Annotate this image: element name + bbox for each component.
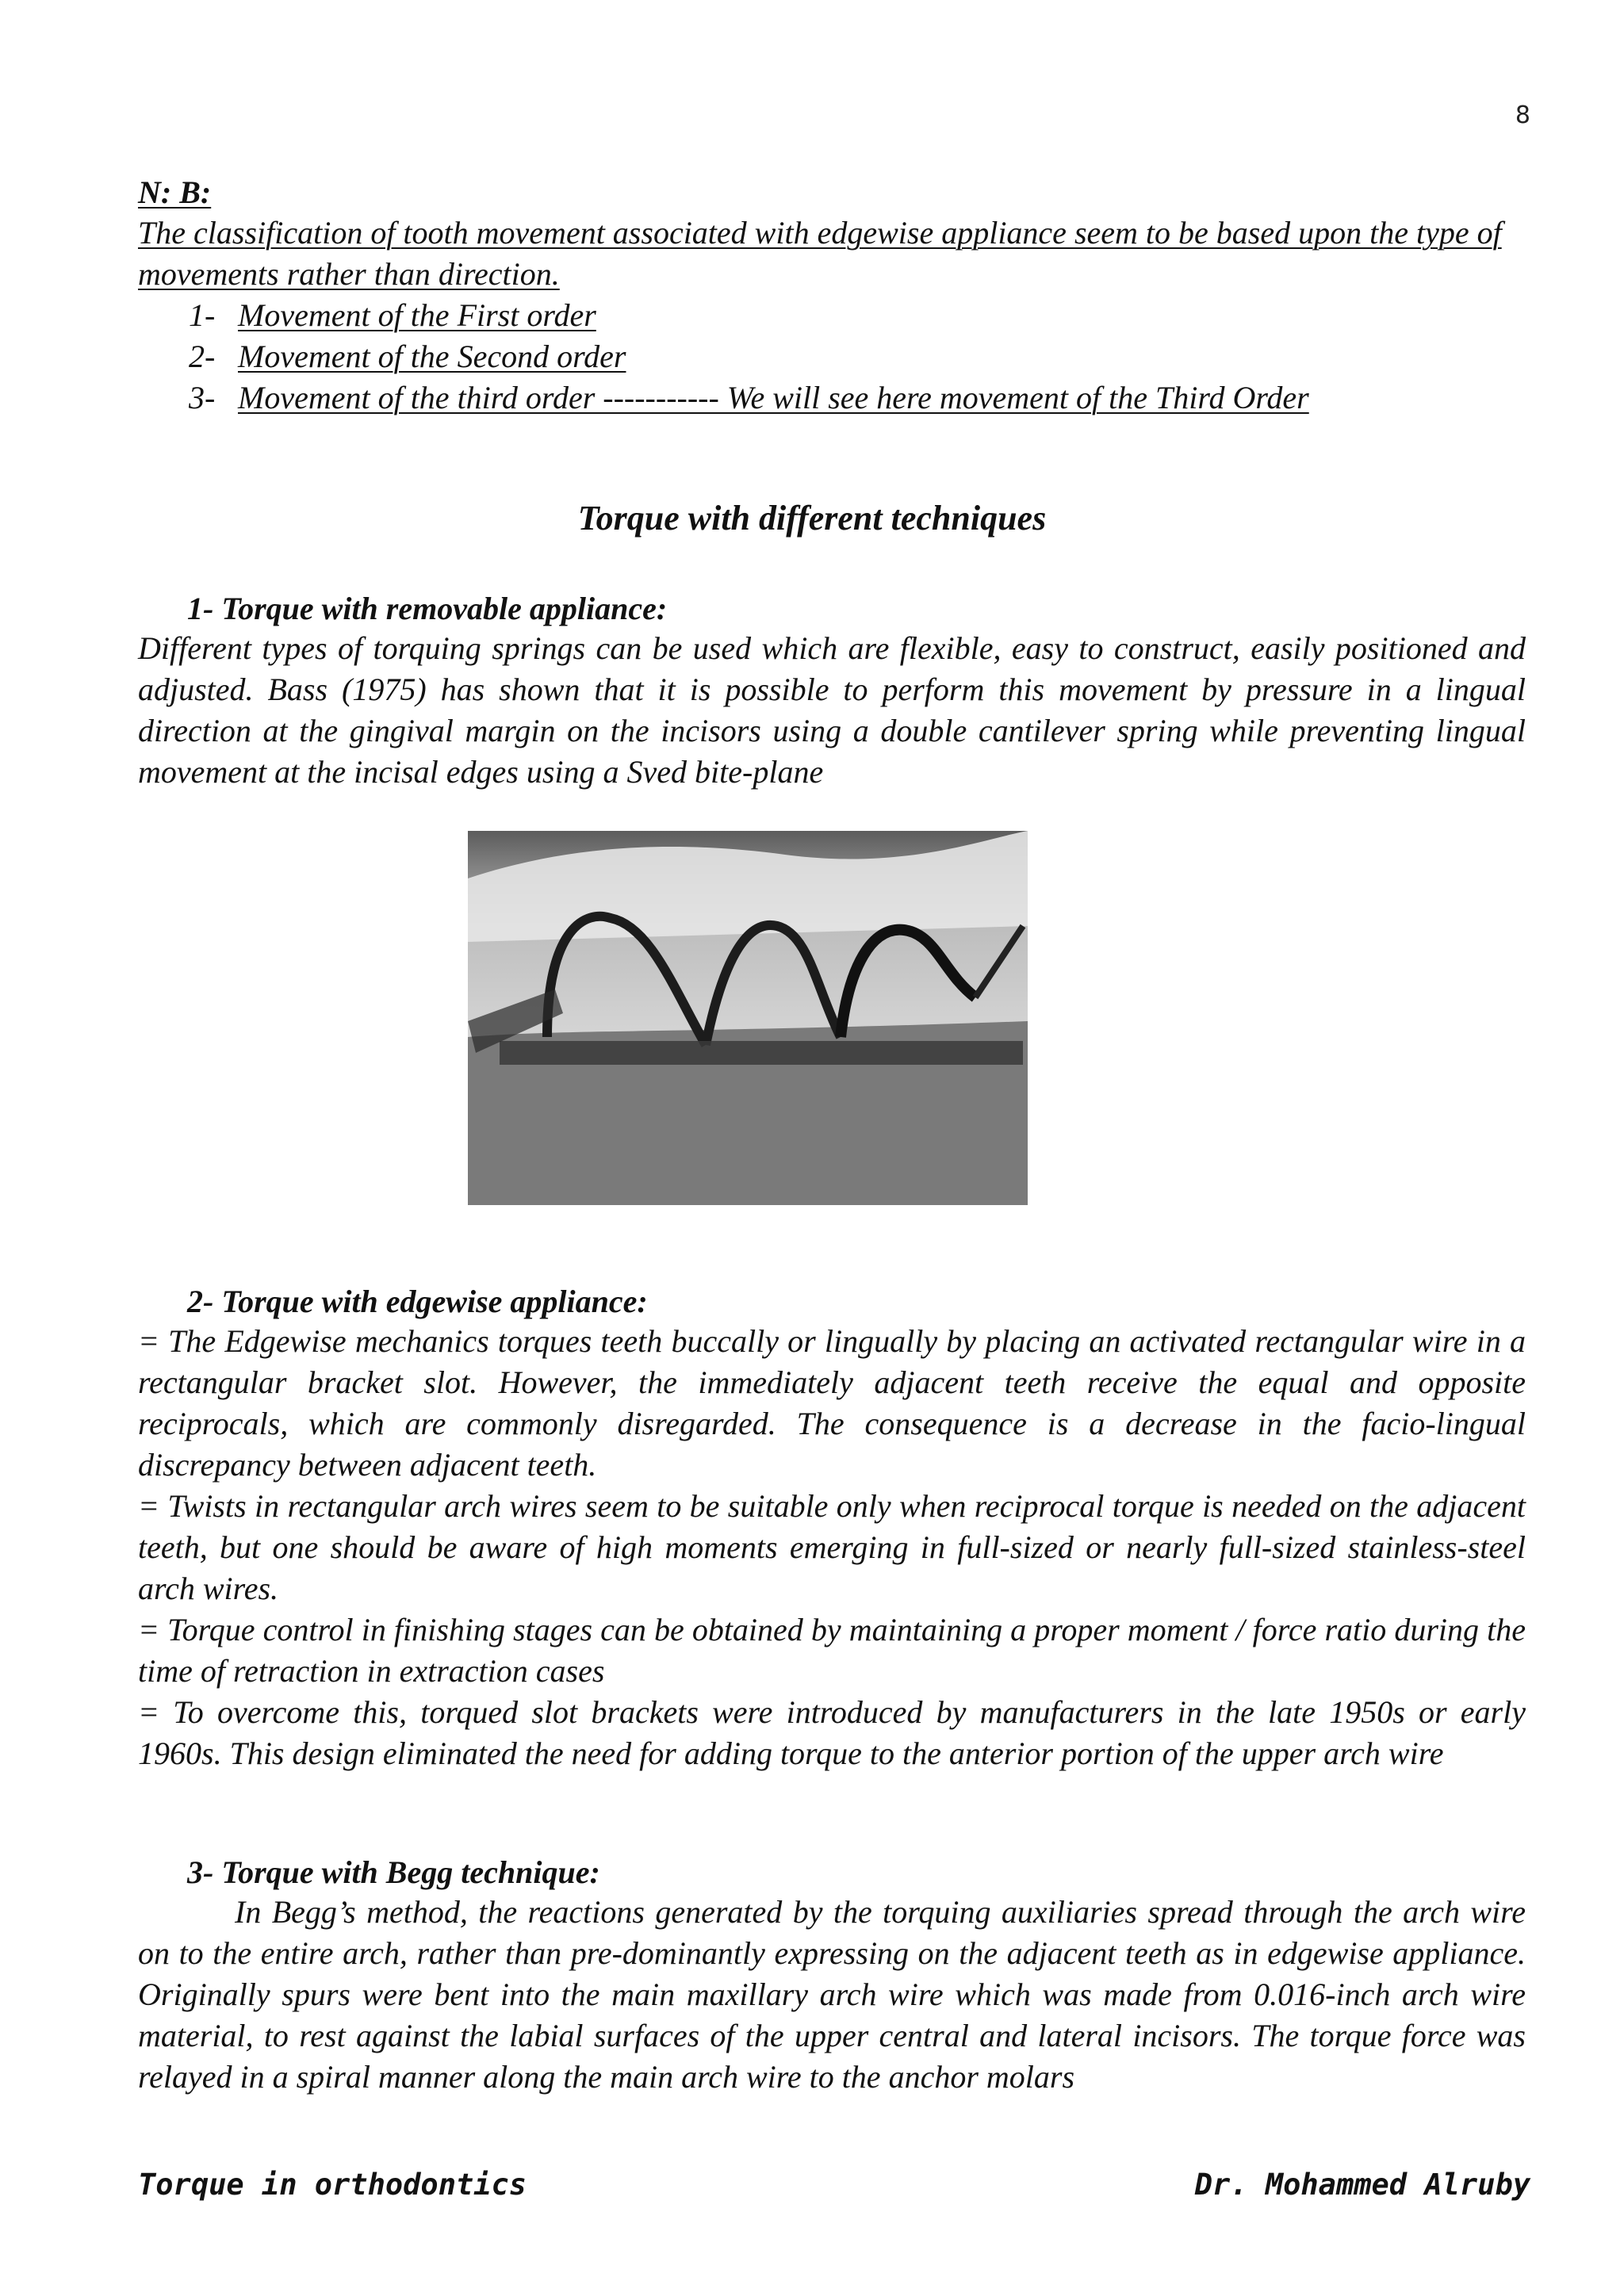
appliance-photo	[468, 831, 1028, 1205]
heading-begg: 3- Torque with Begg technique:	[187, 1854, 600, 1890]
nb-intro: The classification of tooth movement associated with edgewise appliance seem to be based upon the type of movements rather than direction.	[138, 215, 1502, 292]
paragraph: = To overcome this, torqued slot brackets were introduced by manufacturers in the late 1950s or early 1960s. This design eliminated the need for adding torque to the anterior portion of the upper arch wire	[138, 1694, 1526, 1771]
torquing-spring-photo	[468, 831, 1028, 1205]
page-number: 8	[1515, 101, 1530, 129]
nb-title: N: B:	[138, 174, 212, 210]
footer-author: Dr. Mohammed Alruby	[1194, 2168, 1530, 2202]
order-list	[138, 295, 1526, 419]
paragraph: = The Edgewise mechanics torques teeth buccally or lingually by placing an activated rectangular wire in a rectangular bracket slot. However, the immediately adjacent teeth receive the equal and opposite reciprocals, which are commonly disregarded. The consequence is a decrease in the facio-lingual discrepancy between adjacent teeth.	[138, 1323, 1526, 1483]
paragraph: Different types of torquing springs can be used which are flexible, easy to construct, easily positioned and adjusted. Bass (1975) has shown that it is possible to perform this movement by pressure in a lingual direction at the gingival margin on the incisors using a double cantilever spring while preventing lingual movement at the incisal edges using a Sved bite-plane	[138, 630, 1526, 790]
heading-removable: 1- Torque with removable appliance:	[187, 591, 668, 626]
paragraph-edgewise	[138, 1321, 1526, 1774]
list-item	[138, 336, 1526, 377]
list-text: Movement of the First order	[238, 297, 596, 333]
list-text: Movement of the third order ----------- We will see here movement of the Third Order	[238, 380, 1309, 415]
list-number: 3-	[189, 380, 216, 415]
paragraph: = Torque control in finishing stages can be obtained by maintaining a proper moment / force ratio during the time of retraction in extraction cases	[138, 1612, 1526, 1689]
list-number: 2-	[189, 339, 216, 374]
section-title: Torque with different techniques	[577, 499, 1047, 538]
list-text: Movement of the Second order	[238, 339, 626, 374]
list-item	[138, 295, 1526, 336]
nb-block	[138, 173, 1526, 419]
paragraph: In Begg’s method, the reactions generated by the torquing auxiliaries spread through the arch wire on to the entire arch, rather than pre-dominantly expressing on the adjacent teeth as in edgewise appliance. Originally spurs were bent into the main maxillary arch wire which was made from 0.016-inch arch wire material, to rest against the labial surfaces of the upper central and lateral incisors. The torque force was relayed in a spiral manner along the main arch wire to the anchor molars	[138, 1894, 1526, 2095]
paragraph-removable	[138, 628, 1526, 793]
list-number: 1-	[189, 297, 216, 333]
heading-edgewise: 2- Torque with edgewise appliance:	[187, 1284, 648, 1319]
list-item	[138, 377, 1526, 419]
footer-title: Torque in orthodontics	[138, 2168, 527, 2202]
paragraph: = Twists in rectangular arch wires seem to be suitable only when reciprocal torque is needed on the adjacent teeth, but one should be aware of high moments emerging in full-sized or nearly full-sized stainless-steel arch wires.	[138, 1488, 1526, 1606]
paragraph-begg	[138, 1892, 1526, 2098]
